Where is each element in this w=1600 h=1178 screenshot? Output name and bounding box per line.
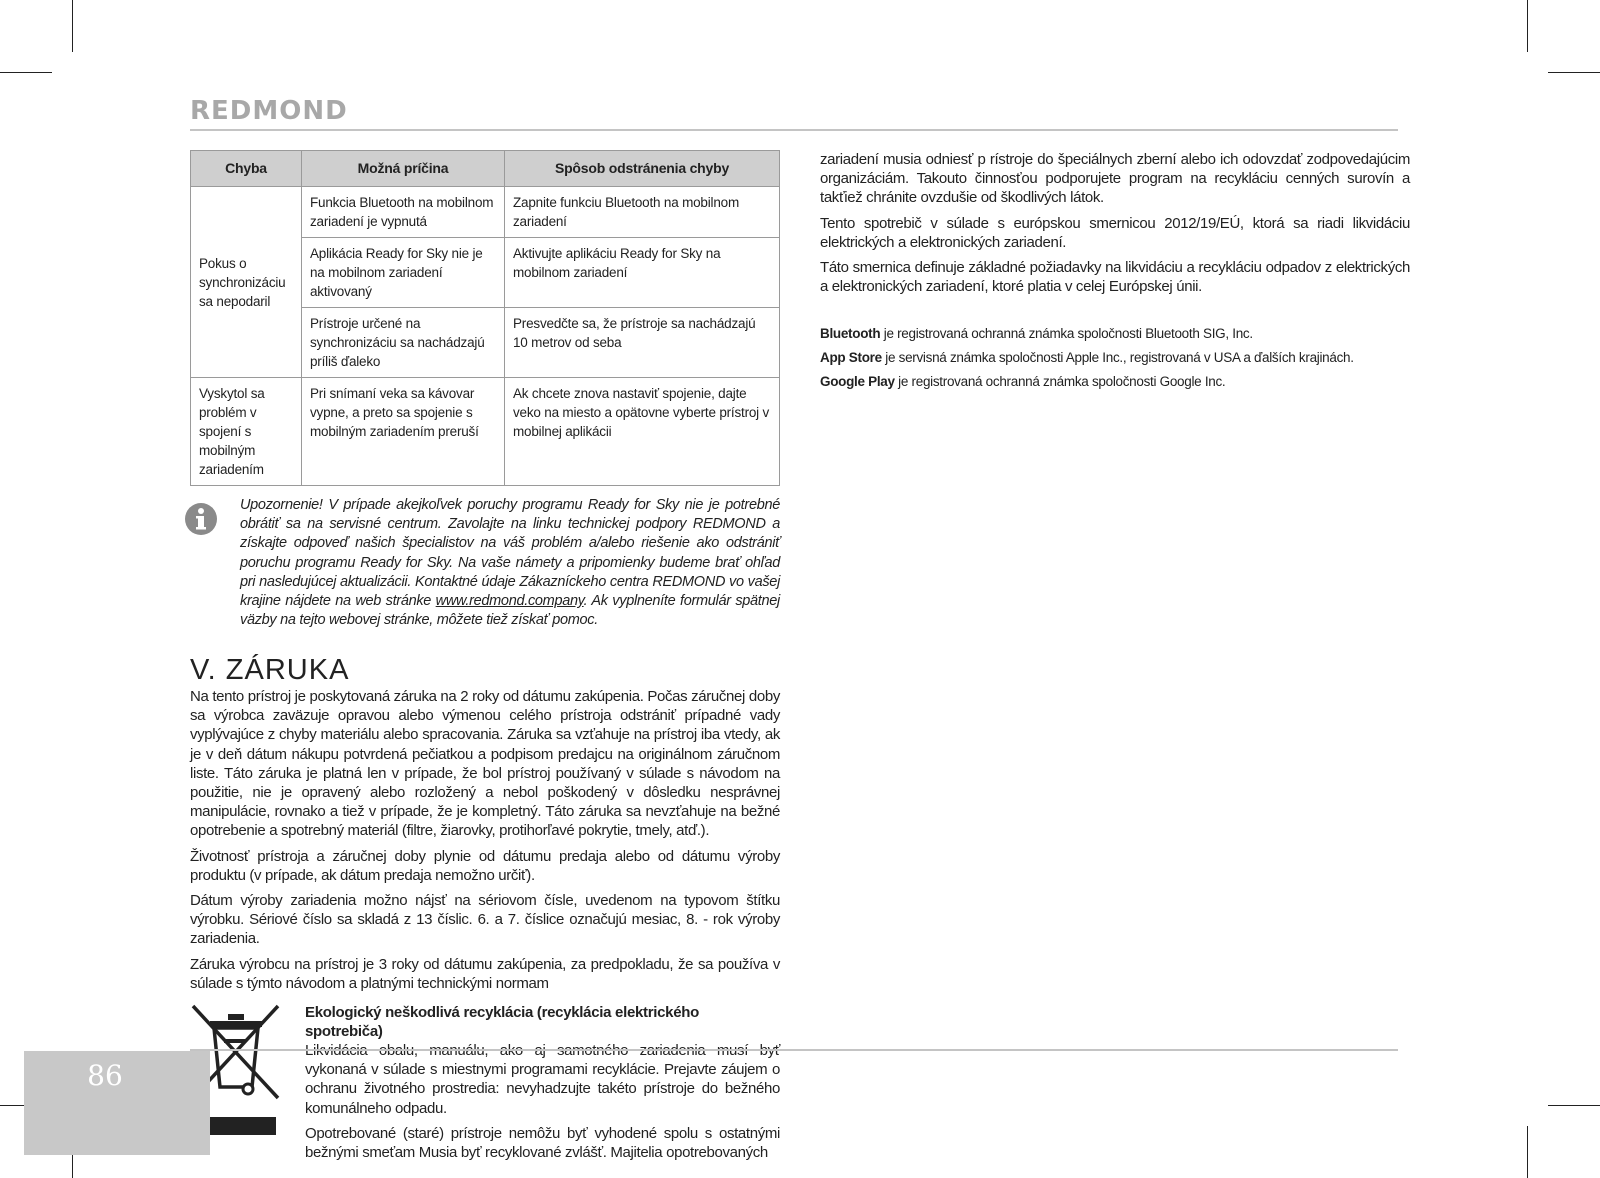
note-text [240,496,780,630]
warranty-paragraph: Záruka výrobcu na prístroj je 3 roky od dátumu zakúpenia, za predpokladu, že sa používa v súlade s týmto návodom a platnými technickými normam [190,955,780,992]
trademark-text: je registrovaná ochranná známka spoločnosti Google Inc. [894,374,1226,390]
page-number: 86 [87,1059,123,1092]
brand-logo: REDMOND [190,96,348,126]
recycling-paragraph: Táto smernica definuje základné požiadavky na likvidáciu a recykláciu odpadov z elektrických a elektronických zariadení, ktoré platia v celej Európskej únii. [820,259,1410,296]
troubleshooting-table [190,150,780,486]
crop-mark [72,0,73,52]
table-header-cell: Spôsob odstránenia chyby [505,151,780,187]
table-cell-fix: Zapnite funkciu Bluetooth na mobilnom zariadení [505,187,780,238]
trademark-text: je servisná známka spoločnosti Apple Inc., registrovaná v USA a ďalších krajinách. [881,350,1354,366]
table-cell-error: Pokus o synchronizáciu sa nepodaril [191,187,302,378]
trademark-line-google-play [820,372,1410,392]
table-cell-fix: Aktivujte aplikáciu Ready for Sky na mobilnom zariadení [505,238,780,308]
support-note [190,496,780,636]
header-rule [190,129,1398,131]
table-header-cell: Možná príčina [302,151,505,187]
recycling-paragraph: Opotrebované (staré) prístroje nemôžu byť vyhodené spolu s ostatnými bežnými smeťam Musia byť recyklované zvlášť. Majitelia opotrebovaných [305,1124,780,1162]
table-row [191,378,780,486]
table-header-row [191,151,780,187]
recycling-paragraph: vykonaná v súlade s miestnymi programami recyklácie. Prejavte záujem o ochranu životného prostredia: nevyhadzujte takéto prístroje do bežného komunálneho odpadu. [305,1061,780,1117]
table-cell-cause: Funkcia Bluetooth na mobilnom zariadení je vypnutá [302,187,505,238]
info-icon [184,502,218,536]
crop-mark [1548,72,1600,73]
trademark-name: Bluetooth [820,326,881,342]
table-header-cell: Chyba [191,151,302,187]
table-cell-cause: Prístroje určené na synchronizáciu sa nachádzajú príliš ďaleko [302,308,505,378]
trademark-text: je registrovaná ochranná známka spoločnosti Bluetooth SIG, Inc. [880,326,1253,342]
table-cell-error: Vyskytol sa problém v spojení s mobilným zariadením [191,378,302,486]
recycling-text [305,1003,780,1168]
recycling-section [190,1003,780,1162]
table-cell-fix: Presvedčte sa, že prístroje sa nachádzajú 10 metrov od seba [505,308,780,378]
recycling-paragraph: Tento spotrebič v súlade s európskou smernicou 2012/19/EÚ, ktorá sa riadi likvidáciu elektrických a elektronických zariadení. [820,214,1410,251]
trademark-line-bluetooth [820,324,1410,344]
footer-rule [190,1049,1398,1051]
section-title-warranty: V. ZÁRUKA [190,654,350,686]
crop-mark [1527,1126,1528,1178]
table-cell-cause: Aplikácia Ready for Sky nie je na mobilnom zariadení aktivovaný [302,238,505,308]
trademark-name: Google Play [820,374,895,390]
table-cell-fix: Ak chcete znova nastaviť spojenie, dajte veko na miesto a opätovne vyberte prístroj v mobilnej aplikácii [505,378,780,486]
trademark-line-app-store [820,348,1410,368]
table-row [191,187,780,238]
crop-mark [0,72,52,73]
warranty-paragraph: Na tento prístroj je poskytovaná záruka na 2 roky od dátumu zakúpenia. Počas záručnej doby sa výrobca zaväzuje opravou alebo výmenou celého prístroja odstrániť prípadné vady vyplývajúce z chyby materiálu alebo spracovania. Záruka sa vzťahuje na prístroj iba vtedy, ak je v deň dátum nákupu potvrdená pečiatkou a podpisom predajcu na originálnom záručnom liste. Táto záruka je platná len v prípade, že bol prístroj používaný v súlade s návodom na použitie, nie je opravený alebo rozložený a nebol poškodený v dôsledku nesprávnej manipulácie, rovnako a tiež v prípade, že je kompletný. Táto záruka sa nevzťahuje na bežné opotrebenie a spotrebný materiál (filtre, žiarovky, protihorľavé pokrytie, tmely, atď.). [190,688,780,840]
warranty-paragraph: Dátum výroby zariadenia možno nájsť na sériovom čísle, uvedenom na typovom štítku výrobku. Sériové číslo sa skladá z 13 číslic. 6. a 7. číslice označujú mesiac, 8. - rok výroby zariadenia. [190,892,780,948]
note-text-after: . Ak vyplneníte formulár spätnej väzby na tejto webovej stránke, môžete tiež získať pomoc. [240,593,780,629]
crop-mark [1548,1105,1600,1106]
crop-mark [1527,0,1528,52]
page-number-box [24,1051,210,1155]
trademark-name: App Store [820,350,882,366]
recycling-title: Ekologický neškodlivá recyklácia (recyklácia elektrického spotrebiča) [305,1004,699,1041]
table-cell-cause: Pri snímaní veka sa kávovar vypne, a preto sa spojenie s mobilným zariadením preruší [302,378,505,486]
support-website-link[interactable]: www.redmond.company [435,593,584,610]
recycling-paragraph: zariadení musia odniesť p rístroje do špeciálnych zberní alebo ich odovzdať zodpovedajúcim organizáciám. Takouto činnosťou podporujete program na recykláciu cenných surovín a takťiež chránite ovzdušie od škodlivých látok. [820,151,1410,207]
note-text-before: Upozornenie! V prípade akejkoľvek poruchy programu Ready for Sky nie je potrebné obrátiť sa na servisné centrum. Zavolajte na linku technickej podpory REDMOND a získajte odpoveď našich špecialistov na váš problém a/alebo riešenie ako odstrániť poruchu programu Ready for Sky. Na vaše námety a pripomienky budeme brať ohľad pri nasledujúcej aktualizácii. Kontaktné údaje Zákazníckeho centra REDMOND vo vašej krajine nájdete na web stránke [240,497,780,610]
left-column [190,150,780,1162]
warranty-paragraph: Životnosť prístroja a záručnej doby plynie od dátumu predaja alebo od dátumu výroby produktu (v prípade, ak dátum predaja nemožno určiť). [190,847,780,884]
right-column [820,150,1410,396]
